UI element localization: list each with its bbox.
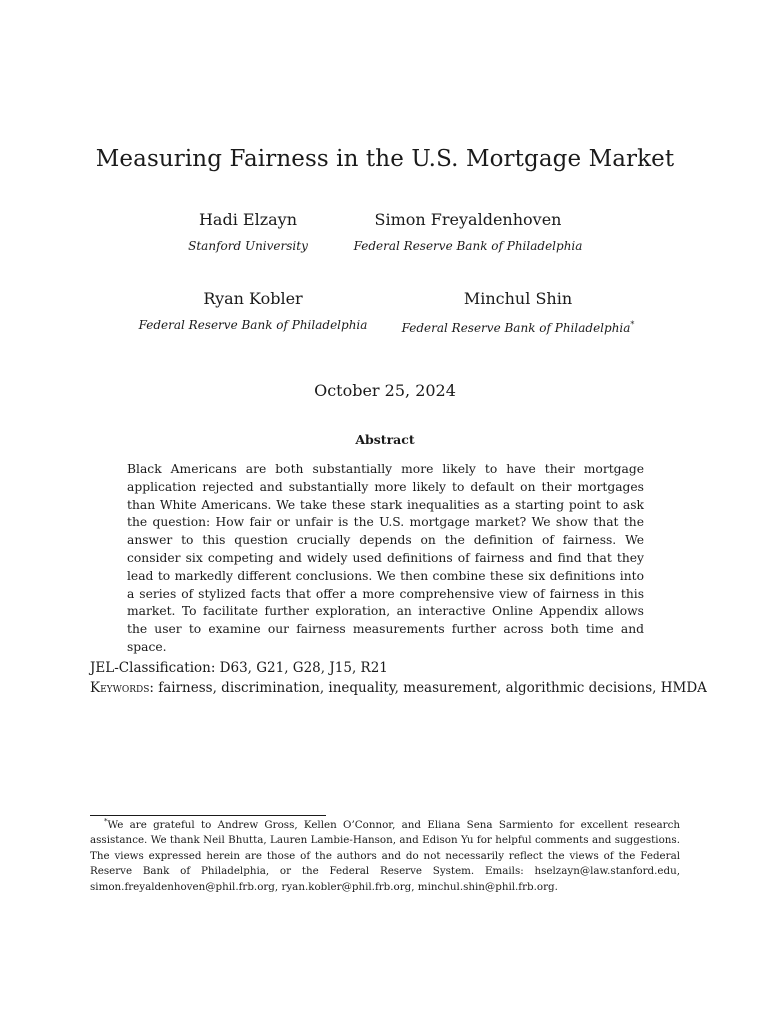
footnote-mark: * <box>104 817 108 826</box>
author-name: Minchul Shin <box>463 289 573 308</box>
paper-title: Measuring Fairness in the U.S. Mortgage Market <box>95 146 675 172</box>
author-affiliation <box>378 317 658 336</box>
footnote-rule <box>90 815 326 816</box>
author-affiliation-text: Federal Reserve Bank of Philadelphia <box>353 239 583 253</box>
jel-classification: JEL-Classification: D63, G21, G28, J15, R21 <box>90 660 388 676</box>
keywords-list: fairness, discrimination, inequality, measurement, algorithmic decisions, HMDA <box>158 680 707 696</box>
author-block <box>113 289 393 333</box>
footnote-text: We are grateful to Andrew Gross, Kellen O’Connor, and Eliana Sena Sarmiento for excellent research assistance. We thank Neil Bhutta, Lauren Lambie-Hanson, and Edison Yu for helpful comments and suggestions. The views expressed herein are those of the authors and do not necessarily reflect the views of the Federal Reserve Bank of Philadelphia, or the Federal Reserve System. Emails: hselzayn@law.stanford.edu, simon.freyaldenhoven@phil.frb.org, ryan.kobler@phil.frb.org, minchul.shin@phil.frb.org. <box>90 819 680 893</box>
keywords-line <box>90 678 710 698</box>
author-name: Ryan Kobler <box>203 289 303 308</box>
author-name: Hadi Elzayn <box>198 210 298 229</box>
author-block <box>378 289 658 336</box>
paper-date: October 25, 2024 <box>314 381 456 400</box>
author-block <box>328 210 608 254</box>
author-affiliation-text: Stanford University <box>188 239 308 253</box>
footnote-marker[interactable]: * <box>630 320 635 329</box>
footnote <box>90 818 680 895</box>
author-affiliation <box>328 238 608 254</box>
abstract-text: Black Americans are both substantially more likely to have their mortgage application rejected and substantially more likely to default on their mortgages than White Americans. We take these stark inequalities as a starting point to ask the question: How fair or unfair is the U.S. mortgage market? We show that the answer to this question crucially depends on the definition of fairness. We consider six competing and widely used definitions of fairness and find that they lead to markedly different conclusions. We then combine these six definitions into a series of stylized facts that offer a more comprehensive view of fairness in this market. To facilitate further exploration, an interactive Online Appendix allows the user to examine our fairness measurements further across both time and space. <box>127 462 644 654</box>
author-name: Simon Freyaldenhoven <box>374 210 562 229</box>
author-affiliation-text: Federal Reserve Bank of Philadelphia <box>401 321 631 335</box>
author-affiliation <box>113 317 393 333</box>
abstract-heading: Abstract <box>355 432 415 447</box>
author-affiliation-text: Federal Reserve Bank of Philadelphia <box>138 318 368 332</box>
keywords-label: Keywords: <box>90 680 154 696</box>
